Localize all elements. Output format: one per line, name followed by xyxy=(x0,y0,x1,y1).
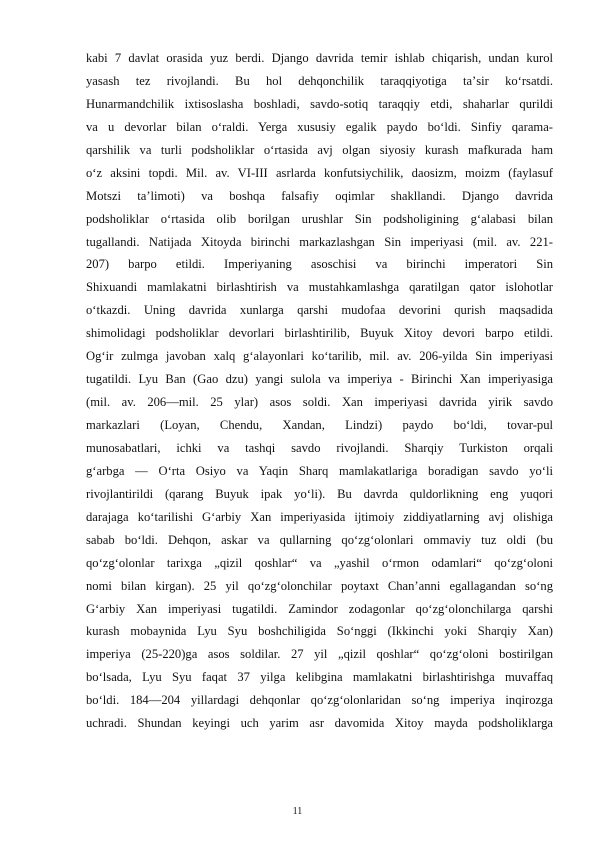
page-number: 11 xyxy=(292,806,303,817)
text-line: qarshilik va turli podsholiklar oʻrtasida avj olgan siyosiy kurash mafkurada ham xyxy=(86,142,553,157)
text-line: Ogʻir zulmga javoban xalq gʻalayonlari koʻtarilib, mil. av. 206-yilda Sin imperiyasi xyxy=(86,349,553,364)
text-line: uchradi. Shundan keyingi uch yarim asr davomida Xitoy mayda podsholiklarga xyxy=(86,716,553,731)
text-line: Motszi taʼlimoti) va boshqa falsafiy oqimlar shakllandi. Django davrida xyxy=(86,188,553,203)
text-line: Hunarmandchilik ixtisoslasha boshladi, savdo-sotiq taraqqiy etdi, shaharlar qurildi xyxy=(86,96,553,111)
text-line: shimolidagi podsholiklar devorlari birlashtirilib, Buyuk Xitoy devori barpo etildi. xyxy=(86,326,553,341)
text-line: podsholiklar oʻrtasida olib borilgan urushlar Sin podsholigining gʻalabasi bilan xyxy=(86,211,553,226)
text-line: oʻz aksini topdi. Mil. av. VI-III asrlarda konfutsiychilik, daosizm, moizm (faylasuf xyxy=(86,165,553,180)
text-line: yasash tez rivojlandi. Bu hol dehqonchilik taraqqiyotiga taʼsir koʻrsatdi. xyxy=(86,73,553,88)
text-line: darajaga koʻtarilishi Gʻarbiy Xan imperiyasida ijtimoiy ziddiyatlarning avj olishiga xyxy=(86,509,553,524)
text-line: boʻldi. 184—204 yillardagi dehqonlar qoʻzgʻolonlaridan soʻng imperiya inqirozga xyxy=(86,693,553,708)
text-line: munosabatlari, ichki va tashqi savdo rivojlandi. Sharqiy Turkiston orqali xyxy=(86,440,553,455)
text-line: boʻlsada, Lyu Syu faqat 37 yilga kelibgina mamlakatni birlashtirishga muvaffaq xyxy=(86,670,553,685)
text-line: Shixuandi mamlakatni birlashtirish va mustahkamlashga qaratilgan qator islohotlar xyxy=(86,280,553,295)
text-line: kabi 7 davlat orasida yuz berdi. Django davrida temir ishlab chiqarish, undan kurol xyxy=(86,51,553,65)
text-line: tugatildi. Lyu Ban (Gao dzu) yangi sulola va imperiya - Birinchi Xan imperiyasiga xyxy=(86,372,553,387)
text-line: qoʻzgʻolonlar tarixga „qizil qoshlar“ va „yashil oʻrmon odamlari“ qoʻzgʻoloni xyxy=(86,555,553,570)
text-line: sabab boʻldi. Dehqon, askar va qullarning qoʻzgʻolonlari ommaviy tuz oldi (bu xyxy=(86,532,553,547)
text-line: (mil. av. 206—mil. 25 ylar) asos soldi. Xan imperiyasi davrida yirik savdo xyxy=(86,395,553,410)
text-line: gʻarbga — Oʻrta Osiyo va Yaqin Sharq mamlakatlariga boradigan savdo yoʻli xyxy=(86,463,553,478)
text-line: tugallandi. Natijada Xitoyda birinchi markazlashgan Sin imperiyasi (mil. av. 221- xyxy=(86,234,553,249)
text-line: 207) barpo etildi. Imperiyaning asoschisi va birinchi imperatori Sin xyxy=(86,257,553,272)
text-line: Gʻarbiy Xan imperiyasi tugatildi. Zamindor zodagonlar qoʻzgʻolonchilarga qarshi xyxy=(86,601,553,616)
body-text xyxy=(86,47,553,735)
text-line: nomi bilan kirgan). 25 yil qoʻzgʻolonchilar poytaxt Chanʼanni egallagandan soʻng xyxy=(86,578,553,593)
text-line: oʻtkazdi. Uning davrida xunlarga qarshi mudofaa devorini qurish maqsadida xyxy=(86,303,553,318)
text-line: va u devorlar bilan oʻraldi. Yerga xususiy egalik paydo boʻldi. Sinfiy qarama- xyxy=(86,119,553,134)
text-line: imperiya (25-220)ga asos soldilar. 27 yil „qizil qoshlar“ qoʻzgʻoloni bostirilgan xyxy=(86,647,553,662)
text-line: markazlari (Loyan, Chendu, Xandan, Lindzi) paydo boʻldi, tovar-pul xyxy=(86,418,553,432)
text-line: kurash mobaynida Lyu Syu boshchiligida Soʻnggi (Ikkinchi yoki Sharqiy Xan) xyxy=(86,624,553,639)
text-line: rivojlantirildi (qarang Buyuk ipak yoʻli). Bu davrda quldorlikning eng yuqori xyxy=(86,486,553,501)
